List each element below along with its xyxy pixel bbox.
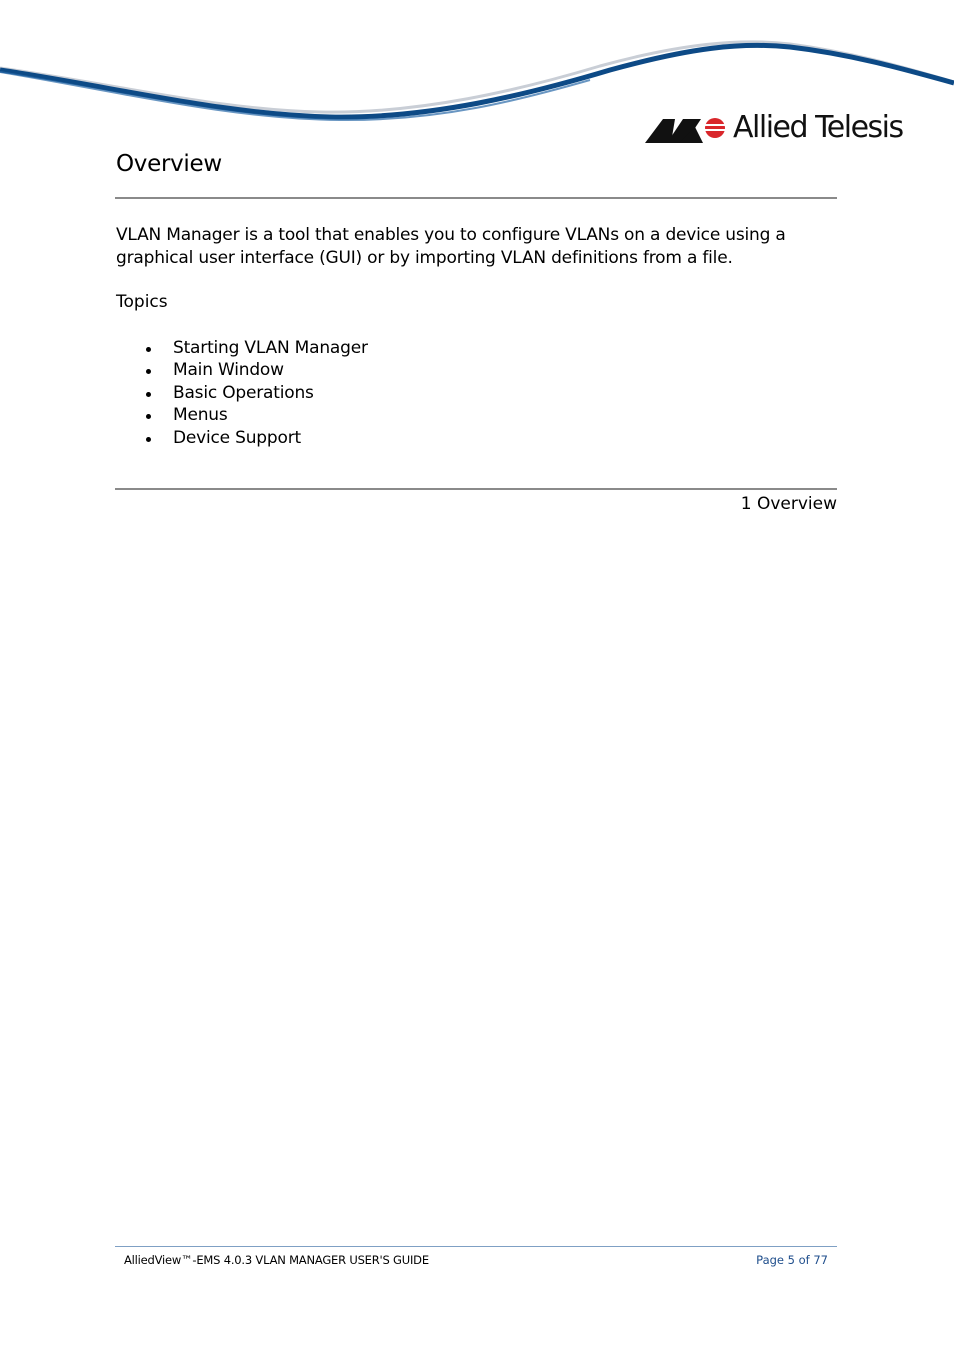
topic-link-menus[interactable]: Menus <box>145 404 368 426</box>
topic-link-starting-vlan-manager[interactable]: Starting VLAN Manager <box>145 337 368 359</box>
topics-list <box>145 337 368 449</box>
page-title: Overview <box>116 151 222 177</box>
topic-link-device-support[interactable]: Device Support <box>145 427 368 449</box>
topic-link-basic-operations[interactable]: Basic Operations <box>145 382 368 404</box>
allied-telesis-mark-icon <box>645 113 725 143</box>
title-divider <box>115 197 837 199</box>
logo-wordmark: Allied Telesis <box>733 110 903 145</box>
allied-telesis-logo <box>645 108 905 148</box>
footer-guide-title: AlliedView™-EMS 4.0.3 VLAN MANAGER USER'S GUIDE <box>124 1253 429 1267</box>
footer-divider <box>115 1246 837 1247</box>
footer-page-number: Page 5 of 77 <box>756 1253 828 1267</box>
breadcrumb: 1 Overview <box>740 494 837 514</box>
section-divider <box>115 488 837 490</box>
topics-heading: Topics <box>116 292 168 312</box>
intro-paragraph: VLAN Manager is a tool that enables you to configure VLANs on a device using a graphical user interface (GUI) or by importing VLAN definitions from a file. <box>116 225 786 268</box>
topic-link-main-window[interactable]: Main Window <box>145 359 368 381</box>
